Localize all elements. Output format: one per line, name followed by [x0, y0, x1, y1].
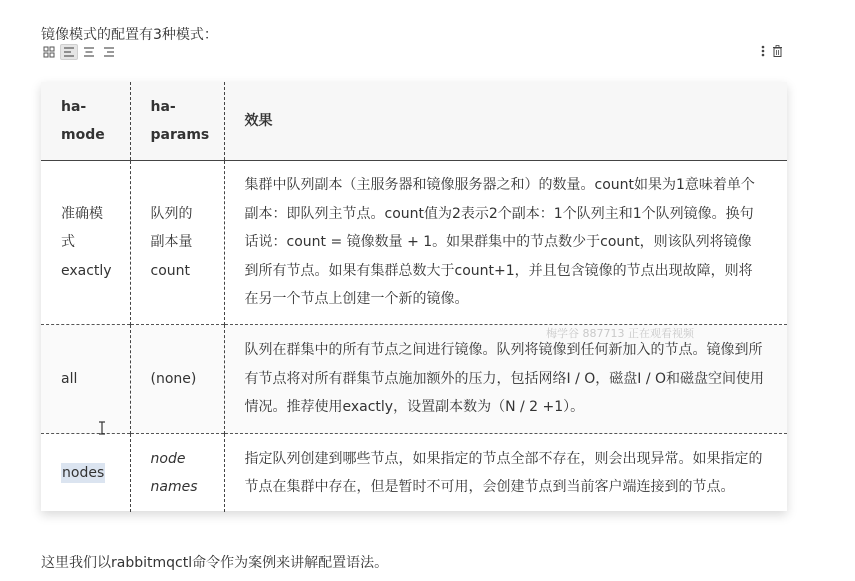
effect-cell[interactable]: 指定队列创建到哪些节点，如果指定的节点全部不存在，则会出现异常。如果指定的节点在集群中存在，但是暂时不可用，会创建节点到当前客户端连接到的节点。 — [224, 434, 787, 513]
mode-cell[interactable]: all — [41, 325, 130, 434]
mode-cell[interactable]: 准确模 式 exactly — [61, 205, 112, 279]
table-actions — [760, 43, 783, 59]
header-effect: 效果 — [224, 82, 787, 161]
outro-text: 这里我们以rabbitmqctl命令作为案例来讲解配置语法。 — [41, 555, 389, 571]
more-vertical-icon[interactable] — [760, 42, 766, 61]
mirror-mode-table — [41, 82, 787, 511]
viewer-watermark: 梅学谷 887713 正在观看视频 — [546, 327, 694, 340]
mode-cell[interactable] — [41, 434, 130, 513]
header-ha-params: ha- params — [130, 82, 224, 161]
effect-cell[interactable]: 集群中队列副本（主服务器和镜像服务器之和）的数量。count如果为1意味着单个副本：即队列主节点。count值为2表示2个副本：1个队列主和1个队列镜像。换句话说：count = 镜像数量 + 1。如果群集中的节点数少于count，则该队列将镜像到所有节点。如果有集群总数大于count+1，并且包含镜像的节点出现故障，则将在另一个节点上创建一个新的镜像。 — [224, 161, 787, 325]
header-ha-mode: ha- mode — [41, 82, 130, 161]
intro-text: 镜像模式的配置有3种模式： — [41, 27, 218, 43]
align-center-icon[interactable] — [80, 44, 98, 60]
params-cell[interactable]: (none) — [130, 325, 224, 434]
table-row — [41, 434, 787, 513]
text-cursor-icon — [97, 420, 107, 434]
table-row — [41, 161, 787, 325]
align-right-icon[interactable] — [100, 44, 118, 60]
selected-text: nodes — [62, 464, 105, 481]
align-left-icon[interactable] — [60, 44, 78, 60]
params-cell[interactable]: node names — [130, 434, 224, 513]
table-header-row — [41, 82, 787, 161]
table-align-toolbar — [40, 43, 118, 61]
grid-icon[interactable] — [40, 44, 58, 60]
trash-icon[interactable] — [772, 42, 783, 61]
params-cell[interactable]: 队列的 副本量 count — [130, 161, 224, 325]
effect-cell[interactable]: 队列在群集中的所有节点之间进行镜像。队列将镜像到任何新加入的节点。镜像到所有节点将对所有群集节点施加额外的压力，包括网络I / O，磁盘I / O和磁盘空间使用情况。推荐使用exactly，设置副本数为（N / 2 +1）。 — [224, 325, 787, 434]
